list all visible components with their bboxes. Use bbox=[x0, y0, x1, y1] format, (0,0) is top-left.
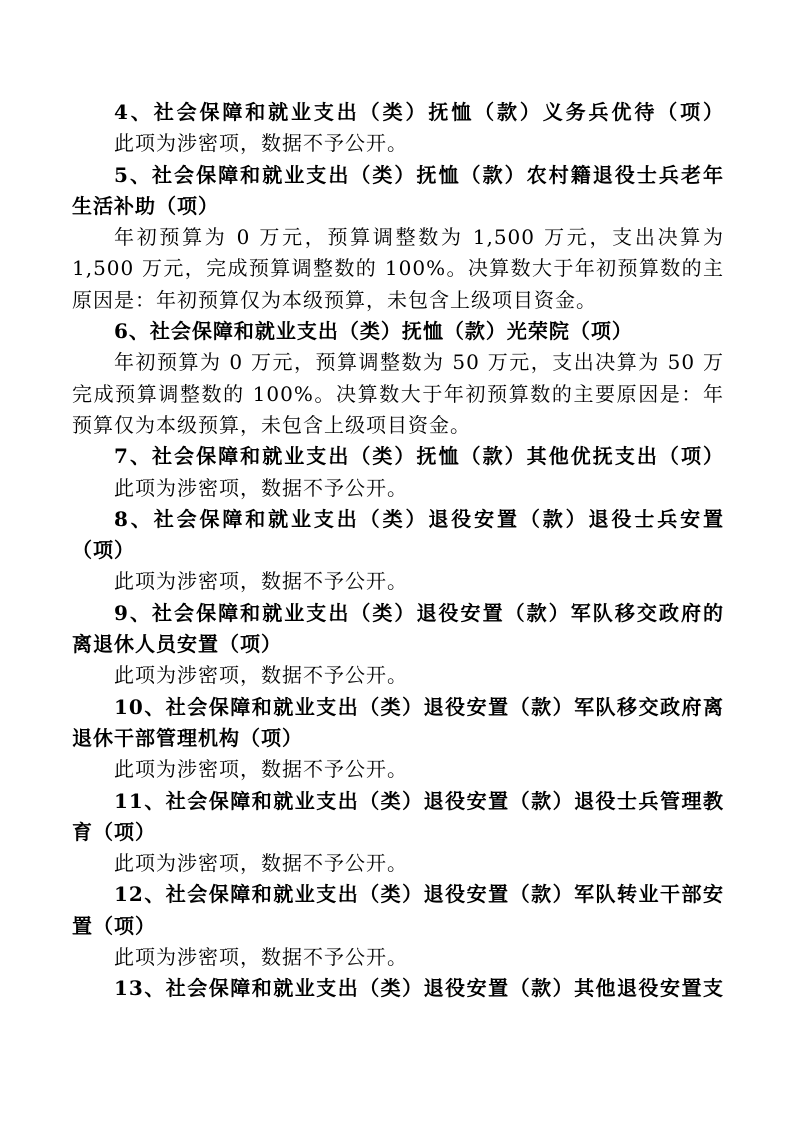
body-line: 此项为涉密项，数据不予公开。 bbox=[114, 475, 408, 500]
document-body bbox=[72, 97, 724, 1005]
heading-line: 育（项） bbox=[72, 819, 156, 844]
body-line: 年初预算为 0 万元，预算调整数为 1,500 万元，支出决算为 bbox=[114, 225, 724, 250]
heading-line: 12、社会保障和就业支出（类）退役安置（款）军队转业干部安 bbox=[114, 882, 724, 907]
heading-line: 8、社会保障和就业支出（类）退役安置（款）退役士兵安置 bbox=[114, 506, 724, 531]
heading-line: 置（项） bbox=[72, 913, 156, 938]
body-line: 预算仅为本级预算，未包含上级项目资金。 bbox=[72, 412, 471, 437]
body-line: 此项为涉密项，数据不予公开。 bbox=[114, 851, 408, 876]
heading-line: 5、社会保障和就业支出（类）抚恤（款）农村籍退役士兵老年 bbox=[114, 162, 724, 187]
body-line: 此项为涉密项，数据不予公开。 bbox=[114, 757, 408, 782]
body-line: 此项为涉密项，数据不予公开。 bbox=[114, 131, 408, 156]
heading-line: 6、社会保障和就业支出（类）抚恤（款）光荣院（项） bbox=[114, 319, 633, 344]
body-line: 年初预算为 0 万元，预算调整数为 50 万元，支出决算为 50 万 bbox=[114, 350, 724, 375]
heading-line: 4、社会保障和就业支出（类）抚恤（款）义务兵优待（项） bbox=[114, 100, 724, 124]
heading-line: 7、社会保障和就业支出（类）抚恤（款）其他优抚支出（项） bbox=[114, 444, 724, 469]
heading-line: 生活补助（项） bbox=[72, 193, 219, 218]
body-line: 此项为涉密项，数据不予公开。 bbox=[114, 569, 408, 594]
heading-line: 9、社会保障和就业支出（类）退役安置（款）军队移交政府的 bbox=[114, 600, 724, 625]
heading-line: 13、社会保障和就业支出（类）退役安置（款）其他退役安置支 bbox=[114, 976, 724, 1001]
body-line: 完成预算调整数的 100%。决算数大于年初预算数的主要原因是：年 bbox=[72, 381, 724, 406]
body-line: 此项为涉密项，数据不予公开。 bbox=[114, 663, 408, 688]
heading-line: （项） bbox=[72, 538, 135, 563]
body-line: 原因是：年初预算仅为本级预算，未包含上级项目资金。 bbox=[72, 287, 597, 312]
heading-line: 11、社会保障和就业支出（类）退役安置（款）退役士兵管理教 bbox=[114, 788, 724, 813]
heading-line: 退休干部管理机构（项） bbox=[72, 725, 303, 750]
body-line: 1,500 万元，完成预算调整数的 100%。决算数大于年初预算数的主 bbox=[72, 256, 724, 281]
body-line: 此项为涉密项，数据不予公开。 bbox=[114, 945, 408, 970]
heading-line: 10、社会保障和就业支出（类）退役安置（款）军队移交政府离 bbox=[114, 694, 724, 719]
heading-line: 离退休人员安置（项） bbox=[72, 632, 282, 657]
